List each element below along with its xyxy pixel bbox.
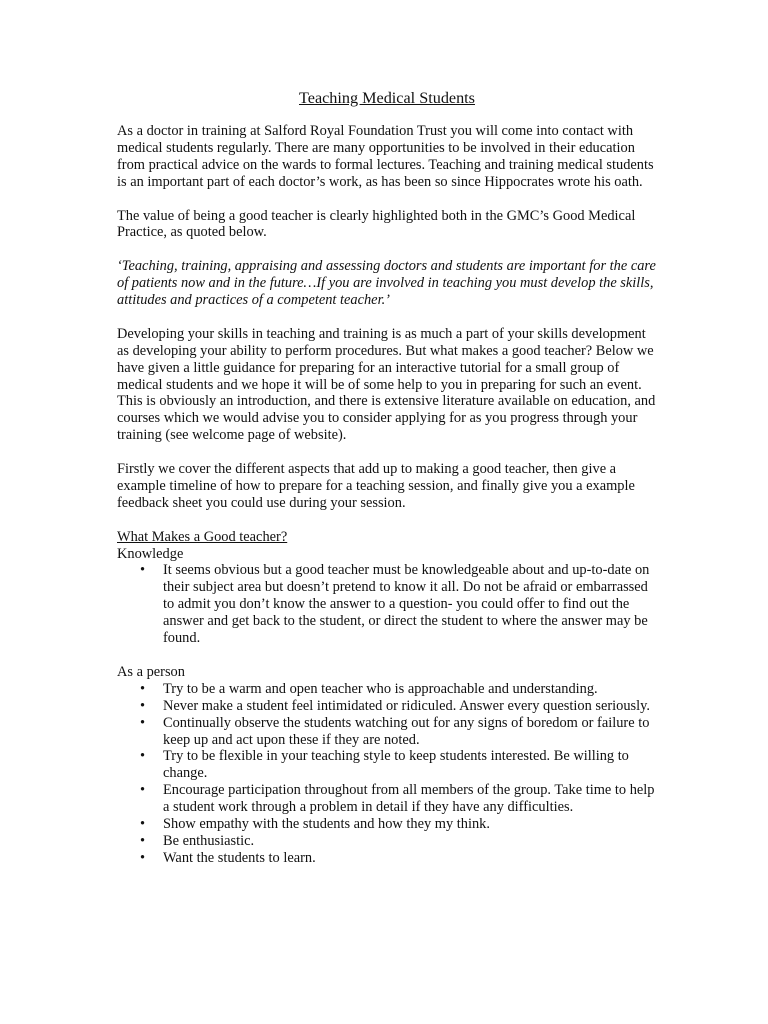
intro-paragraph: As a doctor in training at Salford Royal Foundation Trust you will come into contact with medical students regularly. There are many opportunities to be involved in their education from practical advice on the wards to formal lectures. Teaching and training medical students is an important part of each doctor’s work, as has been so since Hippocrates wrote his oath. [117,123,654,190]
document-body [117,89,657,884]
list-item: • It seems obvious but a good teacher must be knowledgeable about and up-to-date on their subject area but doesn’t pretend to know it all. Do not be afraid or embarrassed to admit you don’t know the answer to a question- you could offer to find out the answer and get back to the student, or direct the student to where the answer may be found. [117,562,657,647]
list-item: • Continually observe the students watching out for any signs of boredom or failure to keep up and act upon these if they are noted. [117,715,657,749]
overview-paragraph: Firstly we cover the different aspects that add up to making a good teacher, then give a example timeline of how to prepare for a teaching session, and finally give you a example feedback sheet you could use during your session. [117,461,635,511]
developing-paragraph: Developing your skills in teaching and training is as much a part of your skills development as developing your ability to perform procedures. But what makes a good teacher? Below we have given a little guidance for preparing for an interactive tutorial for a small group of medical students and we hope it will be of some help to you in preparing for such an event. This is obviously an introduction, and there is extensive literature available on education, and courses which we would advise you to consider applying for as you progress through your training (see welcome page of website). [117,325,656,444]
person-subheading: As a person [117,663,185,680]
list-item: • Never make a student feel intimidated or ridiculed. Answer every question seriously. [117,698,657,715]
section-heading: What Makes a Good teacher? [117,528,288,545]
person-list [117,681,657,867]
list-item: • Try to be flexible in your teaching style to keep students interested. Be willing to change. [117,748,657,782]
list-item: • Show empathy with the students and how they my think. [117,816,657,833]
knowledge-subheading: Knowledge [117,545,184,562]
list-item: • Be enthusiastic. [117,833,657,850]
value-paragraph: The value of being a good teacher is clearly highlighted both in the GMC’s Good Medical Practice, as quoted below. [117,207,636,241]
gmc-quote: ‘Teaching, training, appraising and assessing doctors and students are important for the care of patients now and in the future…If you are involved in teaching you must develop the skills, attitudes and practices of a competent teacher.’ [117,258,656,309]
document-title: Teaching Medical Students [299,89,475,107]
list-item: • Try to be a warm and open teacher who is approachable and understanding. [117,681,657,698]
list-item: • Want the students to learn. [117,850,657,867]
knowledge-list [117,562,657,647]
list-item: • Encourage participation throughout from all members of the group. Take time to help a student work through a problem in detail if they have any difficulties. [117,782,657,816]
